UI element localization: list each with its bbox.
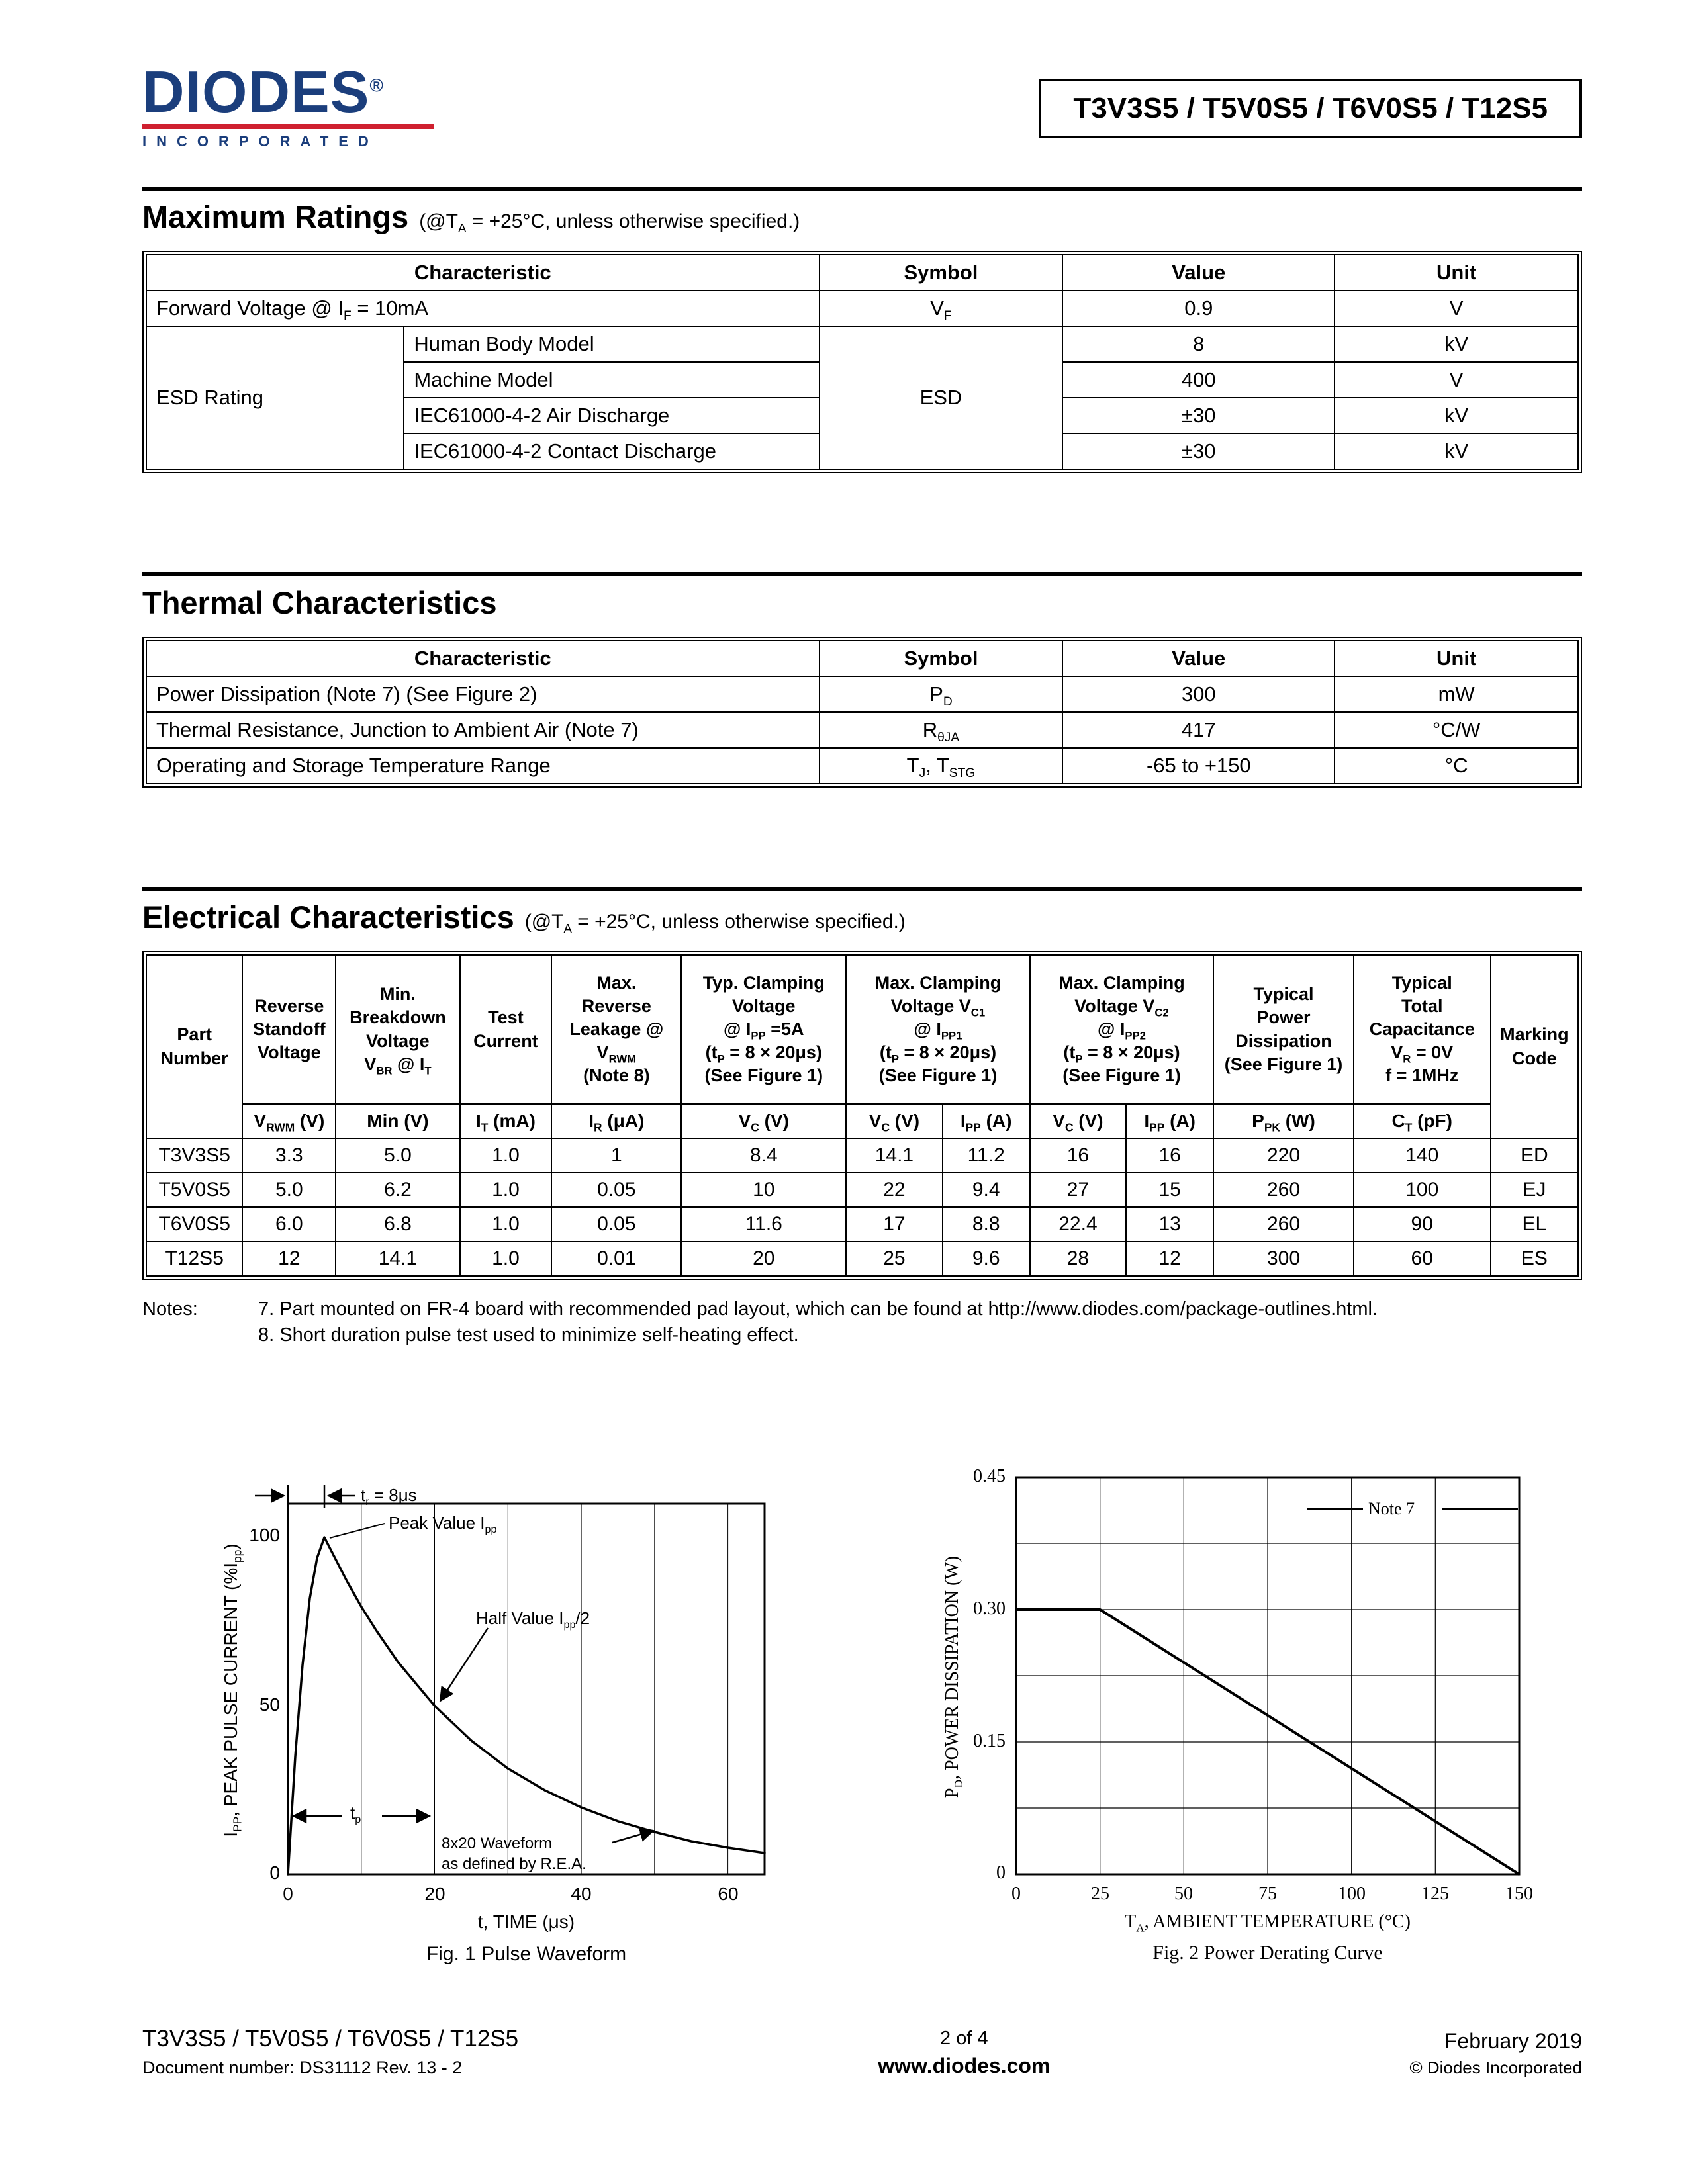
marking-cell: ES <box>1491 1242 1578 1276</box>
fig1-plot <box>189 1411 884 1993</box>
part-cell: T3V3S5 <box>146 1138 242 1173</box>
fig1-annotation-half: Half Value $I_{pp}/2$ <box>476 1608 590 1631</box>
fig2-caption: Fig. 2 Power Derating Curve <box>1152 1942 1383 1964</box>
part-cell: T5V0S5 <box>146 1173 242 1207</box>
fig2-x-tick: 150 <box>1505 1884 1533 1904</box>
subheader-ipp2: $I_{PP}$ (A) <box>1126 1104 1213 1138</box>
fig2-x-tick: 100 <box>1338 1884 1366 1904</box>
section-title: Maximum Ratings <box>142 199 409 234</box>
section-electrical-characteristics <box>142 887 1582 1350</box>
fig2-gridlines <box>1016 1477 1519 1874</box>
symbol-cell: $P_D$ <box>820 676 1063 712</box>
fig2-y-tick: 0 <box>996 1862 1006 1883</box>
value-cell: 3.3 <box>242 1138 336 1173</box>
table-subheader-row <box>146 1104 1578 1138</box>
subheader-min-v: Min (V) <box>336 1104 459 1138</box>
characteristic-cell: Forward Voltage @ $I_F = 10mA$ <box>146 291 820 326</box>
part-cell: T6V0S5 <box>146 1207 242 1242</box>
value-cell: 13 <box>1126 1207 1213 1242</box>
unit-cell: °C <box>1335 748 1578 784</box>
value-cell: 417 <box>1062 712 1335 748</box>
value-cell: 1 <box>551 1138 681 1173</box>
table-row <box>146 291 1578 326</box>
value-cell: 0.9 <box>1062 291 1335 326</box>
col-header-typ-clamping-voltage: Typ. Clamping Voltage @ $I_{PP} =5A$ $(t_P = 8 \times 20\mu s)$ (See Figure 1) <box>681 955 846 1104</box>
unit-cell: kV <box>1335 326 1578 362</box>
value-cell: 16 <box>1126 1138 1213 1173</box>
subheader-ppk: $P_{PK}$ (W) <box>1213 1104 1353 1138</box>
value-cell: 140 <box>1354 1138 1491 1173</box>
table-row <box>146 748 1578 784</box>
value-cell: 15 <box>1126 1173 1213 1207</box>
value-cell: 1.0 <box>460 1138 552 1173</box>
value-cell: 27 <box>1030 1173 1126 1207</box>
col-header-test-current: Test Current <box>460 955 552 1104</box>
fig1-x-tick: 60 <box>718 1884 739 1904</box>
diodes-logo <box>142 59 460 150</box>
value-cell: 20 <box>681 1242 846 1276</box>
section-rule <box>142 572 1582 576</box>
value-cell: 9.6 <box>943 1242 1030 1276</box>
fig1-caption: Fig. 1 Pulse Waveform <box>426 1943 627 1965</box>
value-cell: 300 <box>1062 676 1335 712</box>
thermal-characteristics-table <box>142 637 1582 788</box>
section-rule <box>142 887 1582 891</box>
col-header-typical-total-capacitance: Typical Total Capacitance $V_R = 0V$ f = 1MHz <box>1354 955 1491 1104</box>
col-header-max-clamping-vc2: Max. Clamping Voltage $V_{C2}$ @ $I_{PP2}$ $(t_P = 8 \times 20\mu s)$ (See Figure 1) <box>1030 955 1214 1104</box>
fig1-annotation-tp: $t_p$ <box>350 1803 361 1826</box>
col-header-typical-power-dissipation: Typical Power Dissipation (See Figure 1) <box>1213 955 1353 1104</box>
value-cell: 260 <box>1213 1207 1353 1242</box>
unit-cell: kV <box>1335 398 1578 433</box>
table-row <box>146 1138 1578 1173</box>
subheader-vc1: $V_C$ (V) <box>846 1104 942 1138</box>
fig1-annotation-tr: $t_r = 8\mu s$ <box>361 1485 417 1508</box>
value-cell: 0.01 <box>551 1242 681 1276</box>
fig1-y-tick: 0 <box>269 1862 280 1883</box>
value-cell: 1.0 <box>460 1242 552 1276</box>
symbol-cell: $R_{\theta JA}$ <box>820 712 1063 748</box>
notes-block <box>142 1298 1582 1350</box>
unit-cell: mW <box>1335 676 1578 712</box>
col-header-characteristic: Characteristic <box>146 641 820 676</box>
fig1-annotation-peak: Peak Value $I_{pp}$ <box>389 1513 497 1536</box>
table-row <box>146 1207 1578 1242</box>
fig2-x-tick: 25 <box>1091 1884 1109 1904</box>
value-cell: 60 <box>1354 1242 1491 1276</box>
value-cell: 12 <box>242 1242 336 1276</box>
fig1-gridlines <box>361 1504 728 1874</box>
electrical-characteristics-table <box>142 951 1582 1280</box>
registered-mark-icon: ® <box>369 75 385 96</box>
section-subtitle: ($@T_A = +25^\circ C$, unless otherwise specified.) <box>419 210 800 235</box>
col-header-unit: Unit <box>1335 255 1578 291</box>
value-cell: -65 to +150 <box>1062 748 1335 784</box>
fig1-x-tick: 0 <box>283 1884 293 1904</box>
symbol-cell: $V_F$ <box>820 291 1063 326</box>
maximum-ratings-table <box>142 251 1582 473</box>
unit-cell: °C/W <box>1335 712 1578 748</box>
fig1-y-tick: 100 <box>249 1525 280 1545</box>
col-header-part-number: Part Number <box>146 955 242 1138</box>
col-header-value: Value <box>1062 255 1335 291</box>
fig2-y-tick: 0.45 <box>973 1466 1006 1486</box>
fig1-annotation-waveform: 8x20 Waveform as defined by R.E.A. <box>442 1835 586 1874</box>
footer-date: February 2019 <box>1444 2029 1582 2053</box>
table-row <box>146 1242 1578 1276</box>
value-cell: 22.4 <box>1030 1207 1126 1242</box>
fig2-x-tick: 0 <box>1011 1884 1021 1904</box>
footer-page-number: 2 of 4 <box>940 2028 988 2049</box>
fig1-x-axis-label: t, TIME (μs) <box>477 1911 575 1932</box>
figures-row <box>142 1411 1582 1993</box>
symbol-cell: $T_J$, $T_{STG}$ <box>820 748 1063 784</box>
subheader-it: $I_T$ (mA) <box>460 1104 552 1138</box>
table-header-row <box>146 641 1578 676</box>
value-cell: 10 <box>681 1173 846 1207</box>
footer-copyright: © Diodes Incorporated <box>1409 2058 1582 2077</box>
col-header-min-breakdown-voltage: Min. Breakdown Voltage $V_{BR}$ @ $I_T$ <box>336 955 459 1104</box>
page-header <box>142 59 1582 150</box>
value-cell: 16 <box>1030 1138 1126 1173</box>
notes-label: Notes: <box>142 1298 198 1320</box>
page-footer <box>142 2026 1582 2078</box>
col-header-symbol: Symbol <box>820 641 1063 676</box>
col-header-value: Value <box>1062 641 1335 676</box>
value-cell: 25 <box>846 1242 942 1276</box>
value-cell: 5.0 <box>242 1173 336 1207</box>
esd-model-cell: IEC61000-4-2 Air Discharge <box>404 398 819 433</box>
logo-wordmark: DIODES® <box>142 59 385 124</box>
value-cell: 1.0 <box>460 1207 552 1242</box>
value-cell: ±30 <box>1062 398 1335 433</box>
value-cell: 28 <box>1030 1242 1126 1276</box>
value-cell: 0.05 <box>551 1207 681 1242</box>
characteristic-cell: Thermal Resistance, Junction to Ambient Air (Note 7) <box>146 712 820 748</box>
esd-model-cell: Human Body Model <box>404 326 819 362</box>
section-subtitle: ($@T_A = +25^\circ C$, unless otherwise specified.) <box>524 911 906 935</box>
value-cell: 260 <box>1213 1173 1353 1207</box>
col-header-unit: Unit <box>1335 641 1578 676</box>
marking-cell: EJ <box>1491 1173 1578 1207</box>
marking-cell: ED <box>1491 1138 1578 1173</box>
fig1-x-tick: 20 <box>424 1884 445 1904</box>
value-cell: 400 <box>1062 362 1335 398</box>
table-row <box>146 676 1578 712</box>
fig2-x-tick: 50 <box>1174 1884 1193 1904</box>
col-header-max-reverse-leakage: Max. Reverse Leakage @ $V_{RWM}$ (Note 8) <box>551 955 681 1104</box>
esd-model-cell: IEC61000-4-2 Contact Discharge <box>404 433 819 469</box>
characteristic-cell: Power Dissipation (Note 7) (See Figure 2) <box>146 676 820 712</box>
fig2-x-tick: 125 <box>1421 1884 1449 1904</box>
value-cell: 8.4 <box>681 1138 846 1173</box>
fig2-x-axis-label: $T_A$, AMBIENT TEMPERATURE (°C) <box>1125 1911 1411 1934</box>
figure-1-pulse-waveform <box>189 1411 884 1993</box>
esd-rating-label: ESD Rating <box>146 326 404 469</box>
unit-cell: V <box>1335 362 1578 398</box>
value-cell: 11.2 <box>943 1138 1030 1173</box>
unit-cell: V <box>1335 291 1578 326</box>
fig2-note-7-label: Note 7 <box>1368 1499 1415 1518</box>
table-header-row <box>146 255 1578 291</box>
value-cell: 8.8 <box>943 1207 1030 1242</box>
part-number-box: T3V3S5 / T5V0S5 / T6V0S5 / T12S5 <box>1039 79 1582 138</box>
fig1-y-tick: 50 <box>259 1694 280 1715</box>
subheader-ipp1: $I_{PP}$ (A) <box>943 1104 1030 1138</box>
section-title: Electrical Characteristics <box>142 899 514 934</box>
value-cell: 14.1 <box>336 1242 459 1276</box>
logo-red-rule <box>142 124 434 129</box>
unit-cell: kV <box>1335 433 1578 469</box>
table-row <box>146 326 1578 362</box>
table-group-header-row <box>146 955 1578 1104</box>
marking-cell: EL <box>1491 1207 1578 1242</box>
esd-model-cell: Machine Model <box>404 362 819 398</box>
value-cell: 5.0 <box>336 1138 459 1173</box>
fig1-y-axis-label: $I_{PP}$, PEAK PULSE CURRENT $(\%I_{pp})$ <box>220 1543 244 1837</box>
logo-incorporated-text: INCORPORATED <box>142 133 379 150</box>
col-header-reverse-standoff-voltage: Reverse Standoff Voltage <box>242 955 336 1104</box>
value-cell: 8 <box>1062 326 1335 362</box>
fig1-x-tick: 40 <box>571 1884 592 1904</box>
subheader-vc-typ: $V_C$ (V) <box>681 1104 846 1138</box>
subheader-ct: $C_T$ (pF) <box>1354 1104 1491 1138</box>
esd-symbol-cell: ESD <box>820 326 1063 469</box>
value-cell: 6.2 <box>336 1173 459 1207</box>
section-title: Thermal Characteristics <box>142 585 497 620</box>
value-cell: 220 <box>1213 1138 1353 1173</box>
footer-part-numbers: T3V3S5 / T5V0S5 / T6V0S5 / T12S5 <box>142 2026 519 2052</box>
value-cell: 90 <box>1354 1207 1491 1242</box>
subheader-ir: $I_R$ (μA) <box>551 1104 681 1138</box>
value-cell: 11.6 <box>681 1207 846 1242</box>
fig2-plot <box>910 1411 1605 1993</box>
part-cell: T12S5 <box>146 1242 242 1276</box>
col-header-symbol: Symbol <box>820 255 1063 291</box>
characteristic-cell: Operating and Storage Temperature Range <box>146 748 820 784</box>
subheader-vrwm: $V_{RWM}$ (V) <box>242 1104 336 1138</box>
value-cell: 0.05 <box>551 1173 681 1207</box>
col-header-marking-code: Marking Code <box>1491 955 1578 1138</box>
value-cell: 12 <box>1126 1242 1213 1276</box>
footer-website-link[interactable]: www.diodes.com <box>878 2054 1051 2077</box>
value-cell: 1.0 <box>460 1173 552 1207</box>
value-cell: 6.0 <box>242 1207 336 1242</box>
footer-document-number: Document number: DS31112 Rev. 13 - 2 <box>142 2058 463 2077</box>
fig1-annotation-lines <box>255 1485 653 1843</box>
section-maximum-ratings <box>142 187 1582 473</box>
value-cell: 22 <box>846 1173 942 1207</box>
section-rule <box>142 187 1582 191</box>
fig2-y-tick: 0.30 <box>973 1598 1006 1619</box>
figure-2-power-derating-curve <box>910 1411 1605 1993</box>
table-row <box>146 712 1578 748</box>
col-header-characteristic: Characteristic <box>146 255 820 291</box>
note-7: 7. Part mounted on FR-4 board with recommended pad layout, which can be found at http://www.diodes.com/package-outlines.html. <box>258 1298 1378 1320</box>
value-cell: 300 <box>1213 1242 1353 1276</box>
note-8: 8. Short duration pulse test used to minimize self-heating effect. <box>258 1324 799 1345</box>
value-cell: 17 <box>846 1207 942 1242</box>
subheader-vc2: $V_C$ (V) <box>1030 1104 1126 1138</box>
fig2-y-tick: 0.15 <box>973 1731 1006 1751</box>
value-cell: 9.4 <box>943 1173 1030 1207</box>
value-cell: 100 <box>1354 1173 1491 1207</box>
value-cell: 6.8 <box>336 1207 459 1242</box>
value-cell: ±30 <box>1062 433 1335 469</box>
fig2-x-tick: 75 <box>1258 1884 1277 1904</box>
col-header-max-clamping-vc1: Max. Clamping Voltage $V_{C1}$ @ $I_{PP1}$ $(t_P = 8 \times 20\mu s)$ (See Figure 1) <box>846 955 1030 1104</box>
value-cell: 14.1 <box>846 1138 942 1173</box>
table-row <box>146 1173 1578 1207</box>
fig2-y-axis-label: $P_D$, POWER DISSIPATION (W) <box>942 1555 965 1799</box>
section-thermal-characteristics <box>142 572 1582 788</box>
